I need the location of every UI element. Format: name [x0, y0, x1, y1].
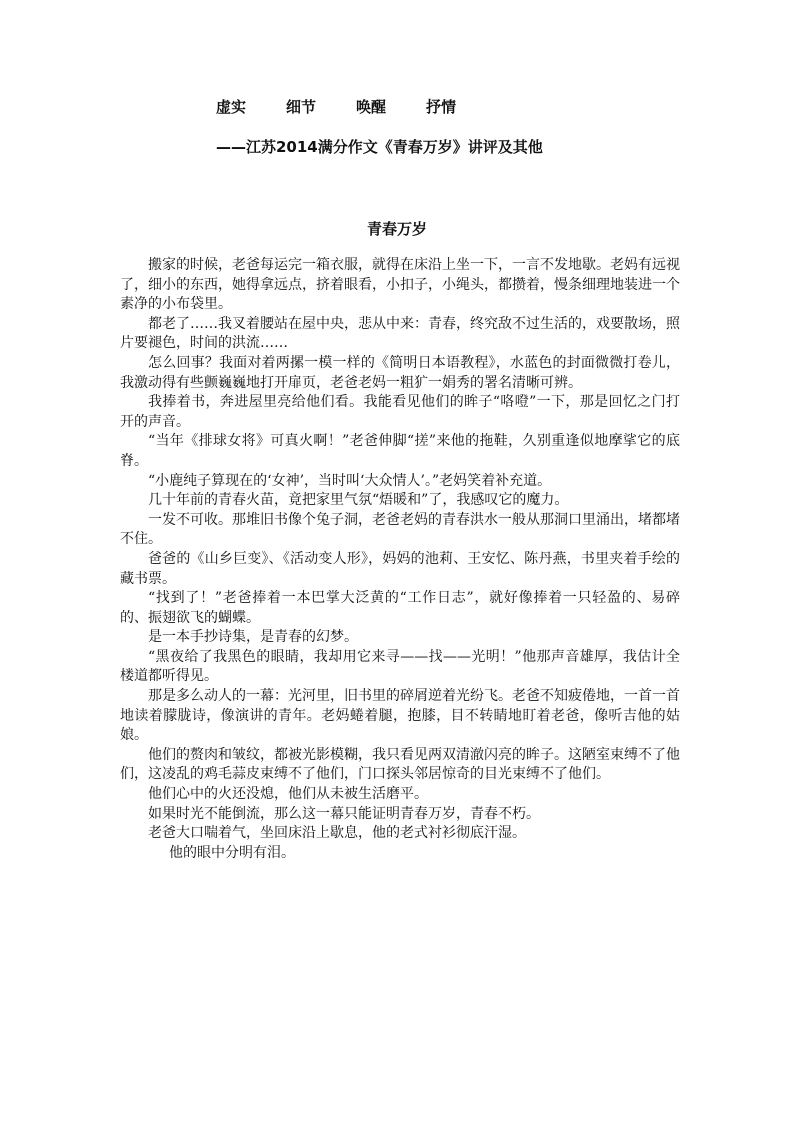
keyword: 虚实 [216, 98, 247, 116]
paragraph: “找到了！”老爸捧着一本巴掌大泛黄的“工作日志”，就好像捧着一只轻盈的、易碎的、振翅欲飞的蝴蝶。 [120, 590, 680, 626]
paragraph: 老爸大口喘着气，坐回床沿上歇息，他的老式衬衫彻底汗湿。 [148, 825, 526, 842]
paragraph: 爸爸的《山乡巨变》、《活动变人形》，妈妈的池莉、王安忆、陈丹燕，书里夹着手绘的藏书票。 [120, 550, 680, 587]
paragraph: 那是多么动人的一幕：光河里，旧书里的碎屑逆着光纷飞。老爸不知疲倦地，一首一首地读着朦胧诗，像演讲的青年。老妈蜷着腿，抱膝，目不转睛地盯着老爸，像听吉他的姑娘。 [120, 688, 680, 744]
paragraph: 他的眼中分明有泪。 [169, 844, 295, 861]
paragraph: 都老了……我叉着腰站在屋中央，悲从中来：青春，终究敌不过生活的，戏要散场，照片要褪色，时间的洪流…… [120, 315, 680, 352]
paragraph: 几十年前的青春火苗，竟把家里气氛“焐暖和”了，我感叹它的魔力。 [148, 492, 569, 509]
keyword: 唤醒 [356, 98, 387, 116]
keyword-heading [216, 96, 496, 117]
paragraph: “当年《排球女将》可真火啊！”老爸伸脚“搓”来他的拖鞋，久别重逢似地摩挲它的底脊。 [120, 433, 680, 469]
paragraph: 怎么回事？我面对着两摞一模一样的《简明日本语教程》，水蓝色的封面微微打卷儿，我激动得有些颤巍巍地打开扉页，老爸老妈一粗犷一娟秀的署名清晰可辨。 [120, 354, 680, 391]
keyword: 抒情 [426, 98, 457, 116]
essay-title: 青春万岁 [366, 220, 427, 238]
paragraph: 他们心中的火还没熄，他们从未被生活磨平。 [148, 786, 428, 803]
paragraph: 我捧着书，奔进屋里亮给他们看。我能看见他们的眸子“咯噔”一下，那是回忆之门打开的声音。 [120, 394, 680, 430]
paragraph: “小鹿纯子算现在的‘女神’，当时叫‘大众情人’。”老妈笑着补充道。 [148, 472, 552, 489]
keyword: 细节 [286, 98, 317, 116]
paragraph: 一发不可收。那堆旧书像个兔子洞，老爸老妈的青春洪水一般从那洞口里涌出，堵都堵不住。 [120, 511, 680, 548]
paragraph: “黑夜给了我黑色的眼睛，我却用它来寻——找——光明！”他那声音雄厚，我估计全楼道都听得见。 [120, 648, 680, 685]
paragraph: 搬家的时候，老爸每运完一箱衣服，就得在床沿上坐一下，一言不发地歇。老妈有远视了，细小的东西，她得拿远点，挤着眼看，小扣子，小绳头，都攒着，慢条细理地装进一个素净的小布袋里。 [120, 257, 680, 313]
paragraph: 他们的赘肉和皱纹，都被光影模糊，我只看见两双清澈闪亮的眸子。这陋室束缚不了他们，这凌乱的鸡毛蒜皮束缚不了他们，门口探头邻居惊奇的目光束缚不了他们。 [120, 746, 680, 783]
essay-body [120, 256, 680, 863]
paragraph: 是一本手抄诗集，是青春的幻梦。 [148, 629, 358, 646]
paragraph: 如果时光不能倒流，那么这一幕只能证明青春万岁，青春不朽。 [148, 805, 540, 822]
subtitle: ——江苏2014满分作文《青春万岁》讲评及其他 [216, 138, 543, 156]
